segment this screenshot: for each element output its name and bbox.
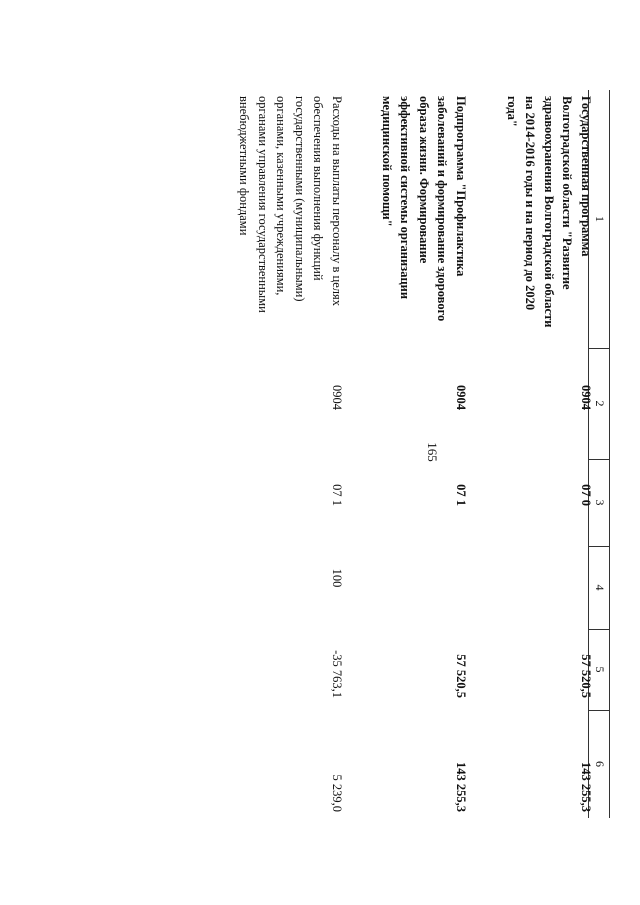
row-2-amount-1: 57 520,5	[454, 654, 468, 698]
row-1-amount-2: 143 255,3	[579, 762, 593, 812]
row-2-amount-2: 143 255,3	[454, 762, 468, 812]
row-1-program: 07 0	[579, 484, 593, 506]
row-3-name: Расходы на выплаты персоналу в целях обеспечения выполнения функций государственными (муниципальными) органами, казенными учреждениями, органами управления государственными внебюджетными фондами	[237, 96, 344, 313]
row-3-program: 07 1	[330, 484, 344, 506]
column-header-5: 5	[593, 666, 608, 673]
row-3-amount-2: 5 239,0	[330, 774, 344, 812]
column-header-4: 4	[593, 584, 608, 591]
column-header-2: 2	[593, 400, 608, 407]
row-1-code: 0904	[579, 385, 593, 410]
column-header-1: 1	[593, 216, 608, 222]
budget-table	[88, 90, 610, 818]
row-2-code: 0904	[454, 385, 468, 410]
row-1-name: Государственная программа Волгоградской области "Развитие здравоохранения Волгоградской области на 2014-2016 годы и на период до 2020 года"	[505, 96, 593, 328]
row-2-name: Подпрограмма "Профилактика заболеваний и формирование здорового образа жизни. Формирование эффективной системы организации медицинской помощи"	[380, 96, 468, 322]
row-3-amount-1: -35 763,1	[330, 650, 344, 698]
row-1-amount-1: 57 520,5	[579, 654, 593, 698]
column-header-6: 6	[593, 761, 608, 767]
row-3-type: 100	[330, 568, 344, 588]
column-header-3: 3	[593, 499, 608, 506]
row-3-code: 0904	[330, 385, 344, 410]
row-2-program: 07 1	[454, 484, 468, 506]
page-number: 165	[425, 442, 440, 462]
